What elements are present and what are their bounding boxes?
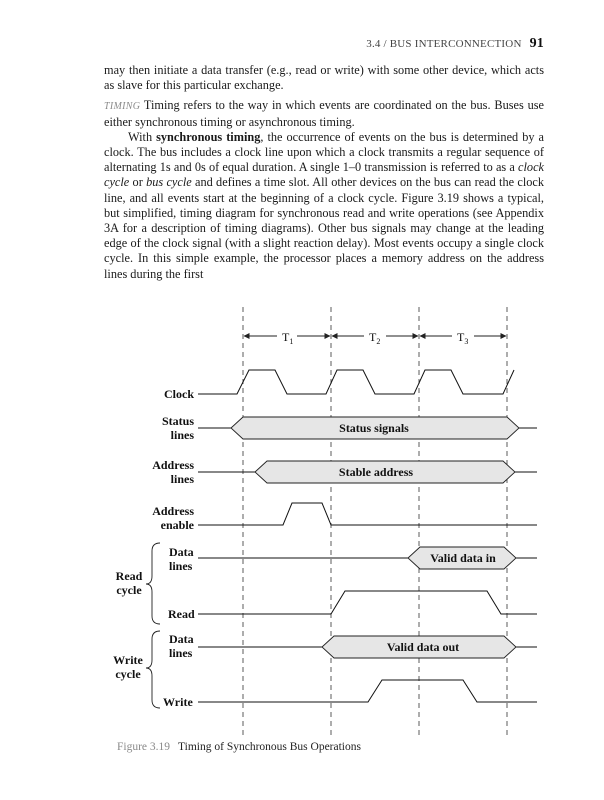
bus-shapes xyxy=(198,417,537,658)
period-label-t1: $T_1$ xyxy=(282,330,294,346)
page-number: 91 xyxy=(529,36,544,51)
bus-label-address: Stable address xyxy=(338,465,414,479)
label-status: Status xyxy=(161,414,194,428)
text-run: With xyxy=(128,129,157,144)
figure-number: Figure 3.19 xyxy=(117,741,171,753)
group-read-cycle: cycle xyxy=(116,583,142,597)
term-bus-cycle: bus cycle xyxy=(146,175,192,190)
label-write: Write xyxy=(163,695,193,709)
group-labels xyxy=(113,569,143,681)
period-label-t2: $T_2$ xyxy=(369,330,381,346)
label-address-lines: lines xyxy=(170,472,194,486)
period-label-t3: $T_3$ xyxy=(457,330,469,346)
paragraph-1: may then initiate a data transfer (e.g., read or write) with some other device, which acts as slave for this particular exchange. xyxy=(104,63,544,93)
bus-label-status: Status signals xyxy=(339,421,409,435)
braces xyxy=(146,543,160,708)
timing-text: Timing refers to the way in which events are coordinated on the bus. Buses use either synchronous timing or asynchronous timing. xyxy=(104,98,544,129)
term-clock-cycle: clock cycle xyxy=(104,160,544,190)
write-cycle-brace xyxy=(146,631,160,708)
figure-title: Timing of Synchronous Bus Operations xyxy=(178,741,361,753)
bus-label-data-out: Valid data out xyxy=(386,640,460,654)
bus-label-data-in: Valid data in xyxy=(430,551,496,565)
clock-wave xyxy=(198,370,514,394)
label-write-data-lines: lines xyxy=(169,646,193,660)
label-read: Read xyxy=(168,607,195,621)
group-write: Write xyxy=(113,653,143,667)
period-labels xyxy=(282,330,468,346)
text-run: or xyxy=(129,175,147,190)
group-read: Read xyxy=(115,569,143,583)
label-address: Address xyxy=(152,458,194,472)
group-write-cycle: cycle xyxy=(115,667,141,681)
text-run: and defines a time slot. All other devices on the bus can read the clock line, and all events start at the beginning of a clock cycle. Figure 3.19 shows a typical, but simplified, timing diagram for synchronous read and write operations (see Appendix 3A for a description of timing diagrams). Other bus signals may change at the leading edge of the clock signal (with a slight reaction delay). Most events occupy a single clock cycle. In this simple example, the processor places a memory address on the address lines during the first xyxy=(104,175,544,281)
label-address-enable-2: enable xyxy=(160,518,194,532)
label-clock: Clock xyxy=(164,387,194,401)
label-status-lines: lines xyxy=(170,428,194,442)
address-enable-wave xyxy=(198,503,537,525)
section-title: 3.4 / BUS INTERCONNECTION xyxy=(366,38,522,50)
term-synchronous-timing: synchronous timing xyxy=(156,129,261,144)
label-read-data: Data xyxy=(169,545,194,559)
margin-keyword: TIMING xyxy=(104,101,141,113)
write-wave xyxy=(198,680,537,702)
signal-labels xyxy=(152,387,194,532)
cycle-boundaries xyxy=(243,307,507,735)
read-cycle-brace xyxy=(146,543,160,624)
figure-caption xyxy=(117,741,361,753)
text-run: , the occurrence of events on the bus is determined by a clock. The bus includes a clock line upon which a clock transmits a regular sequence of alternating 1s and 0s of equal duration. A single 1–0 transmission is referred to as a xyxy=(104,129,544,175)
label-address-enable: Address xyxy=(152,504,194,518)
read-wave xyxy=(198,591,537,614)
bus-labels xyxy=(339,421,496,654)
label-read-data-lines: lines xyxy=(169,559,193,573)
cycle-signal-labels xyxy=(163,545,195,709)
label-write-data: Data xyxy=(169,632,194,646)
